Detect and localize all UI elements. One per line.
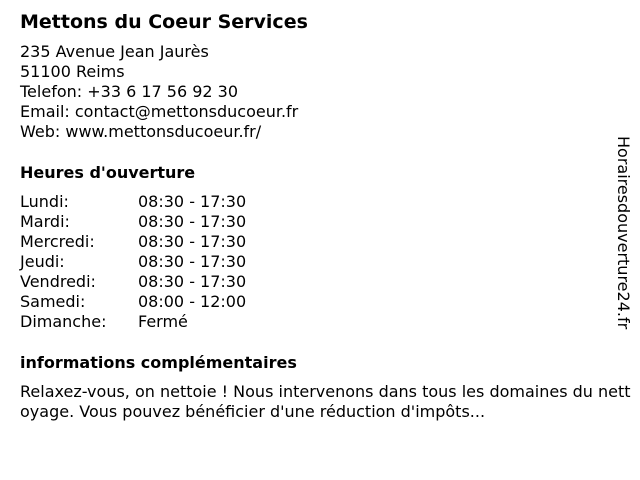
day-label: Dimanche: [20, 312, 107, 331]
hours-table [20, 192, 632, 332]
hours-row-saturday [20, 292, 632, 312]
info-description: Relaxez-vous, on nettoie ! Nous intervenons dans tous les domaines du nettoyage. Vous pouvez bénéficier d'une réduction d'impôts... [20, 382, 631, 421]
day-label: Samedi: [20, 292, 86, 311]
business-card [20, 10, 632, 422]
time-value: 08:30 - 17:30 [138, 212, 247, 231]
hours-row-thursday [20, 252, 632, 272]
hours-row-monday [20, 192, 632, 212]
address-block [20, 42, 632, 142]
day-label: Lundi: [20, 192, 69, 211]
email-address: Email: contact@mettonsducoeur.fr [20, 102, 299, 121]
day-label: Mardi: [20, 212, 70, 231]
time-value: Fermé [138, 312, 188, 331]
site-watermark: Horairesdouverture24.fr [614, 136, 633, 330]
info-heading: informations complémentaires [20, 353, 297, 372]
time-value: 08:30 - 17:30 [138, 232, 247, 251]
street-address: 235 Avenue Jean Jaurès [20, 42, 209, 61]
hours-row-sunday [20, 312, 632, 332]
day-label: Jeudi: [20, 252, 65, 271]
hours-row-friday [20, 272, 632, 292]
time-value: 08:30 - 17:30 [138, 192, 247, 211]
day-label: Vendredi: [20, 272, 96, 291]
time-value: 08:30 - 17:30 [138, 252, 247, 271]
hours-heading: Heures d'ouverture [20, 163, 196, 182]
day-label: Mercredi: [20, 232, 95, 251]
hours-row-wednesday [20, 232, 632, 252]
city-address: 51100 Reims [20, 62, 125, 81]
phone-number: Telefon: +33 6 17 56 92 30 [20, 82, 239, 101]
time-value: 08:30 - 17:30 [138, 272, 247, 291]
business-name: Mettons du Coeur Services [20, 11, 308, 33]
website-address: Web: www.mettonsducoeur.fr/ [20, 122, 262, 141]
time-value: 08:00 - 12:00 [138, 292, 247, 311]
hours-row-tuesday [20, 212, 632, 232]
